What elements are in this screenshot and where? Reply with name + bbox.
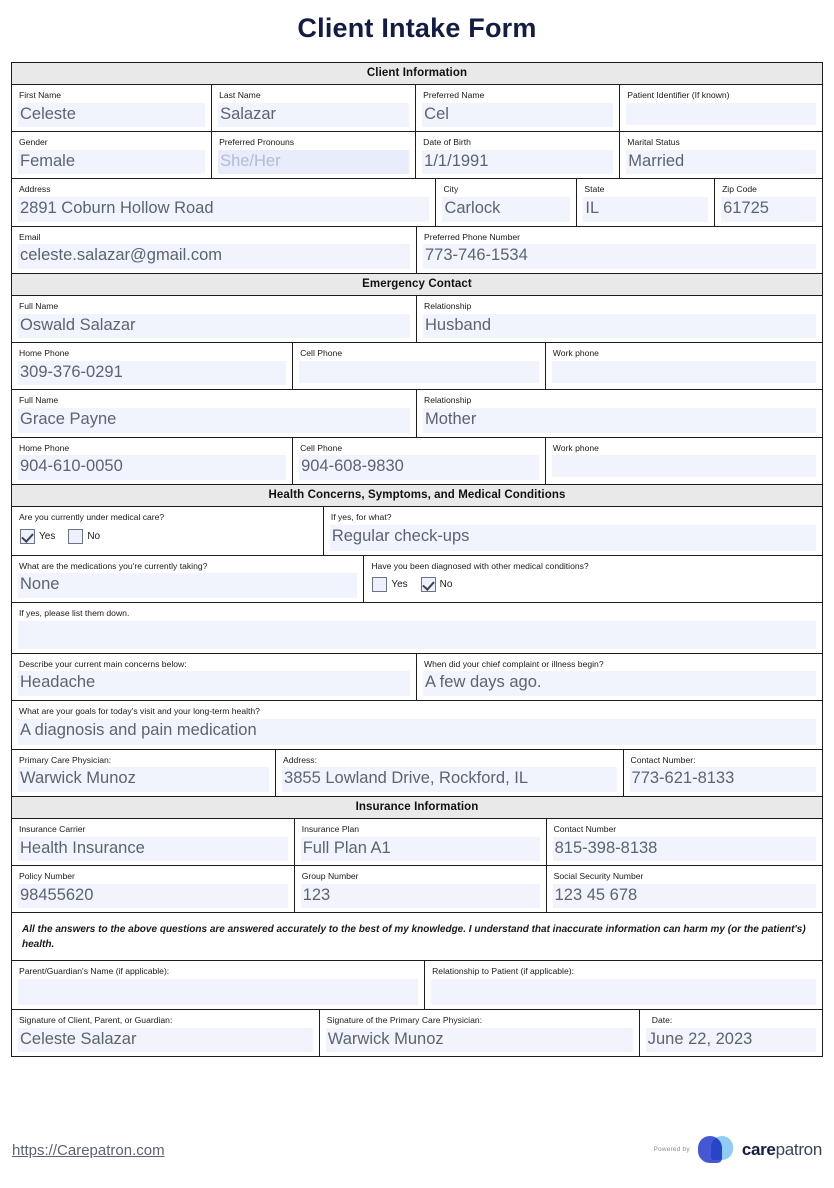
value-ec1-relationship[interactable]: Husband xyxy=(423,314,816,339)
value-client-signature[interactable]: Celeste Salazar xyxy=(18,1028,313,1053)
value-insurance-plan[interactable]: Full Plan A1 xyxy=(301,837,540,862)
value-relationship-to-patient[interactable] xyxy=(431,979,816,1005)
field-parent-guardian-name[interactable] xyxy=(12,961,425,1009)
checkbox-label-no: No xyxy=(87,530,101,542)
label-preferred-phone: Preferred Phone Number xyxy=(424,231,521,242)
page-footer xyxy=(0,1134,834,1174)
checkbox-empty-icon[interactable] xyxy=(372,577,387,592)
label-relationship-to-patient: Relationship to Patient (if applicable): xyxy=(432,966,574,977)
row-names xyxy=(12,85,822,132)
field-client-signature[interactable] xyxy=(12,1010,320,1056)
value-ec2-work-phone[interactable] xyxy=(552,455,816,477)
label-other-conditions: Have you been diagnosed with other medical conditions? xyxy=(371,560,589,571)
label-ec2-home-phone: Home Phone xyxy=(19,442,70,453)
value-first-name[interactable]: Celeste xyxy=(18,103,205,128)
value-goals[interactable]: A diagnosis and pain medication xyxy=(18,719,816,745)
row-goals xyxy=(12,701,822,750)
label-parent-guardian-name: Parent/Guardian's Name (if applicable): xyxy=(19,966,170,977)
label-address: Address xyxy=(19,184,51,195)
label-preferred-name: Preferred Name xyxy=(423,90,485,100)
label-insurance-carrier: Insurance Carrier xyxy=(19,823,86,834)
value-signature-date[interactable]: June 22, 2023 xyxy=(646,1028,816,1053)
field-insurance-plan[interactable] xyxy=(295,819,547,865)
field-physician-contact[interactable] xyxy=(624,750,822,796)
checkbox-under-medical-care-no[interactable] xyxy=(68,529,100,544)
field-ec1-full-name[interactable] xyxy=(12,296,417,342)
field-under-medical-care[interactable] xyxy=(12,507,324,555)
checkbox-under-medical-care-yes[interactable] xyxy=(20,529,55,544)
label-policy-number: Policy Number xyxy=(19,871,75,882)
checkbox-group-under-medical-care[interactable] xyxy=(12,525,323,550)
checkbox-empty-icon[interactable] xyxy=(68,529,83,544)
section-header-client-information: Client Information xyxy=(12,63,822,85)
value-main-concerns[interactable]: Headache xyxy=(18,671,410,696)
label-group-number: Group Number xyxy=(301,871,359,882)
field-if-yes-for-what[interactable] xyxy=(324,507,822,555)
attestation-block xyxy=(12,913,822,960)
checkbox-label-yes: Yes xyxy=(39,530,56,542)
field-other-conditions[interactable] xyxy=(364,556,822,602)
carepatron-logo-icon xyxy=(698,1136,734,1163)
label-list-them-down: If yes, please list them down. xyxy=(19,607,130,618)
field-gender[interactable] xyxy=(12,132,212,178)
value-insurance-carrier[interactable]: Health Insurance xyxy=(18,837,288,862)
value-physician-contact[interactable]: 773-621-8133 xyxy=(630,767,816,792)
powered-by-block xyxy=(653,1136,822,1163)
value-preferred-name[interactable]: Cel xyxy=(422,103,613,128)
row-attestation xyxy=(12,913,822,961)
label-complaint-began: When did your chief complaint or illness begin? xyxy=(424,658,604,669)
value-medications[interactable]: None xyxy=(18,573,357,598)
row-address xyxy=(12,179,822,226)
field-first-name[interactable] xyxy=(12,85,212,131)
field-complaint-began[interactable] xyxy=(417,654,822,700)
checkbox-other-conditions-no[interactable] xyxy=(421,577,453,592)
label-under-medical-care: Are you currently under medical care? xyxy=(19,511,165,522)
label-ec1-full-name: Full Name xyxy=(19,300,59,311)
label-insurance-contact-number: Contact Number xyxy=(553,823,617,834)
label-state: State xyxy=(584,184,605,195)
field-ec2-home-phone[interactable] xyxy=(12,438,293,484)
field-ec1-cell-phone[interactable] xyxy=(293,343,546,389)
value-complaint-began[interactable]: A few days ago. xyxy=(423,671,816,696)
value-parent-guardian-name[interactable] xyxy=(18,979,418,1005)
value-ec1-full-name[interactable]: Oswald Salazar xyxy=(18,314,410,339)
row-emergency-contact-2-phones xyxy=(12,438,822,485)
label-first-name: First Name xyxy=(19,90,62,100)
value-ec1-home-phone[interactable]: 309-376-0291 xyxy=(18,361,286,386)
row-emergency-contact-1-phones xyxy=(12,343,822,390)
row-parent-guardian xyxy=(12,961,822,1010)
field-relationship-to-patient[interactable] xyxy=(425,961,822,1009)
field-preferred-pronouns[interactable] xyxy=(212,132,416,178)
value-state[interactable]: IL xyxy=(583,197,708,222)
value-physician-signature[interactable]: Warwick Munoz xyxy=(326,1028,633,1053)
row-primary-care-physician xyxy=(12,750,822,797)
intake-form-table xyxy=(11,62,823,1057)
field-ec2-relationship[interactable] xyxy=(417,390,822,436)
label-ec2-cell-phone: Cell Phone xyxy=(300,442,343,453)
label-email: Email xyxy=(19,231,41,242)
field-primary-care-physician[interactable] xyxy=(12,750,276,796)
field-zip-code[interactable] xyxy=(715,179,822,225)
field-group-number[interactable] xyxy=(295,866,547,912)
label-main-concerns: Describe your current main concerns below: xyxy=(19,658,187,669)
label-social-security-number: Social Security Number xyxy=(553,871,644,882)
field-ec2-full-name[interactable] xyxy=(12,390,417,436)
row-email-phone xyxy=(12,227,822,274)
carepatron-site-link[interactable]: https://Carepatron.com xyxy=(12,1142,165,1159)
field-email[interactable] xyxy=(12,227,417,273)
label-physician-contact: Contact Number: xyxy=(630,754,696,765)
value-ec2-relationship[interactable]: Mother xyxy=(423,408,816,433)
logo-text-light: patron xyxy=(775,1139,822,1159)
value-address[interactable]: 2891 Coburn Hollow Road xyxy=(18,197,429,222)
attestation-text: All the answers to the above questions are answered accurately to the best of my knowledge. I understand that inaccurate information can harm my (or the patient's) health. xyxy=(22,924,806,950)
field-medications[interactable] xyxy=(12,556,364,602)
value-ec2-home-phone[interactable]: 904-610-0050 xyxy=(18,455,286,480)
carepatron-wordmark xyxy=(742,1140,822,1160)
field-physician-signature[interactable] xyxy=(320,1010,640,1056)
row-emergency-contact-1-name xyxy=(12,296,822,343)
field-last-name[interactable] xyxy=(212,85,416,131)
value-group-number[interactable]: 123 xyxy=(301,884,540,909)
label-physician-address: Address: xyxy=(283,754,317,765)
row-medications-conditions xyxy=(12,556,822,603)
field-marital-status[interactable] xyxy=(620,132,822,178)
value-date-of-birth[interactable]: 1/1/1991 xyxy=(422,150,613,175)
row-gender-dob xyxy=(12,132,822,179)
label-patient-identifier: Patient Identifier (If known) xyxy=(627,90,730,100)
label-ec1-relationship: Relationship xyxy=(424,300,472,311)
checkbox-other-conditions-yes[interactable] xyxy=(372,577,407,592)
value-patient-identifier[interactable] xyxy=(626,103,816,125)
label-last-name: Last Name xyxy=(219,90,261,100)
label-medications: What are the medications you're currently taking? xyxy=(19,560,208,571)
field-signature-date[interactable] xyxy=(640,1010,822,1056)
value-policy-number[interactable]: 98455620 xyxy=(18,884,288,909)
value-ec2-cell-phone[interactable]: 904-608-9830 xyxy=(299,455,539,480)
field-date-of-birth[interactable] xyxy=(416,132,620,178)
label-ec2-full-name: Full Name xyxy=(19,395,59,406)
label-physician-signature: Signature of the Primary Care Physician: xyxy=(326,1014,483,1025)
field-list-them-down[interactable] xyxy=(12,603,822,653)
label-preferred-pronouns: Preferred Pronouns xyxy=(219,137,295,148)
value-zip-code[interactable]: 61725 xyxy=(721,197,816,222)
field-goals[interactable] xyxy=(12,701,822,749)
label-ec1-cell-phone: Cell Phone xyxy=(300,348,343,359)
value-ec1-work-phone[interactable] xyxy=(552,361,816,383)
field-main-concerns[interactable] xyxy=(12,654,417,700)
value-city[interactable]: Carlock xyxy=(442,197,570,222)
row-policy-group-ssn xyxy=(12,866,822,913)
label-goals: What are your goals for today's visit and your long-term health? xyxy=(19,705,260,716)
field-ec1-home-phone[interactable] xyxy=(12,343,293,389)
checkbox-label-no: No xyxy=(439,579,453,591)
label-date-of-birth: Date of Birth xyxy=(423,137,471,148)
value-physician-address[interactable]: 3855 Lowland Drive, Rockford, IL xyxy=(282,767,616,792)
field-social-security-number[interactable] xyxy=(547,866,822,912)
checkbox-checked-icon[interactable] xyxy=(20,529,35,544)
checkbox-checked-icon[interactable] xyxy=(421,577,436,592)
label-ec1-work-phone: Work phone xyxy=(552,348,599,359)
label-client-signature: Signature of Client, Parent, or Guardian: xyxy=(19,1014,173,1025)
section-header-insurance-information: Insurance Information xyxy=(12,797,822,819)
value-insurance-contact-number[interactable]: 815-398-8138 xyxy=(553,837,816,862)
label-ec2-work-phone: Work phone xyxy=(552,442,599,453)
label-primary-care-physician: Primary Care Physician: xyxy=(19,754,112,765)
logo-blob-light xyxy=(711,1136,733,1160)
checkbox-label-yes: Yes xyxy=(391,579,408,591)
value-ec2-full-name[interactable]: Grace Payne xyxy=(18,408,410,433)
label-marital-status: Marital Status xyxy=(627,137,680,148)
value-primary-care-physician[interactable]: Warwick Munoz xyxy=(18,767,269,792)
field-patient-identifier[interactable] xyxy=(620,85,822,131)
section-header-health-concerns: Health Concerns, Symptoms, and Medical Conditions xyxy=(12,485,822,507)
row-medical-care xyxy=(12,507,822,556)
label-zip-code: Zip Code xyxy=(722,184,757,195)
value-social-security-number[interactable]: 123 45 678 xyxy=(553,884,816,909)
label-ec2-relationship: Relationship xyxy=(424,395,472,406)
row-emergency-contact-2-name xyxy=(12,390,822,437)
section-header-emergency-contact: Emergency Contact xyxy=(12,274,822,296)
value-last-name[interactable]: Salazar xyxy=(218,103,409,128)
field-preferred-name[interactable] xyxy=(416,85,620,131)
row-insurance-carrier xyxy=(12,819,822,866)
row-signatures xyxy=(12,1010,822,1056)
field-physician-address[interactable] xyxy=(276,750,623,796)
value-email[interactable]: celeste.salazar@gmail.com xyxy=(18,244,410,269)
field-ec1-relationship[interactable] xyxy=(417,296,822,342)
powered-by-label: Powered by xyxy=(653,1146,690,1153)
label-signature-date: Date: xyxy=(651,1014,673,1025)
value-if-yes-for-what[interactable]: Regular check-ups xyxy=(330,525,816,551)
label-ec1-home-phone: Home Phone xyxy=(19,348,70,359)
label-gender: Gender xyxy=(19,137,48,148)
value-list-them-down[interactable] xyxy=(18,621,816,649)
value-ec1-cell-phone[interactable] xyxy=(299,361,539,383)
value-preferred-phone[interactable]: 773-746-1534 xyxy=(423,244,816,269)
field-ec2-work-phone[interactable] xyxy=(546,438,822,484)
field-ec2-cell-phone[interactable] xyxy=(293,438,546,484)
checkbox-group-other-conditions[interactable] xyxy=(364,573,822,598)
value-gender[interactable]: Female xyxy=(18,150,205,175)
value-preferred-pronouns[interactable]: She/Her xyxy=(218,150,409,175)
field-ec1-work-phone[interactable] xyxy=(546,343,822,389)
page-title: Client Intake Form xyxy=(297,13,537,43)
field-city[interactable] xyxy=(436,179,577,225)
label-city: City xyxy=(443,184,459,195)
row-list-them-down xyxy=(12,603,822,654)
field-insurance-contact-number[interactable] xyxy=(547,819,822,865)
value-marital-status[interactable]: Married xyxy=(626,150,816,175)
field-state[interactable] xyxy=(577,179,715,225)
field-preferred-phone[interactable] xyxy=(417,227,822,273)
field-insurance-carrier[interactable] xyxy=(12,819,295,865)
label-if-yes-for-what: If yes, for what? xyxy=(330,511,392,522)
field-address[interactable] xyxy=(12,179,436,225)
logo-text-bold: care xyxy=(741,1139,776,1159)
field-policy-number[interactable] xyxy=(12,866,295,912)
row-concerns-onset xyxy=(12,654,822,701)
label-insurance-plan: Insurance Plan xyxy=(301,823,360,834)
